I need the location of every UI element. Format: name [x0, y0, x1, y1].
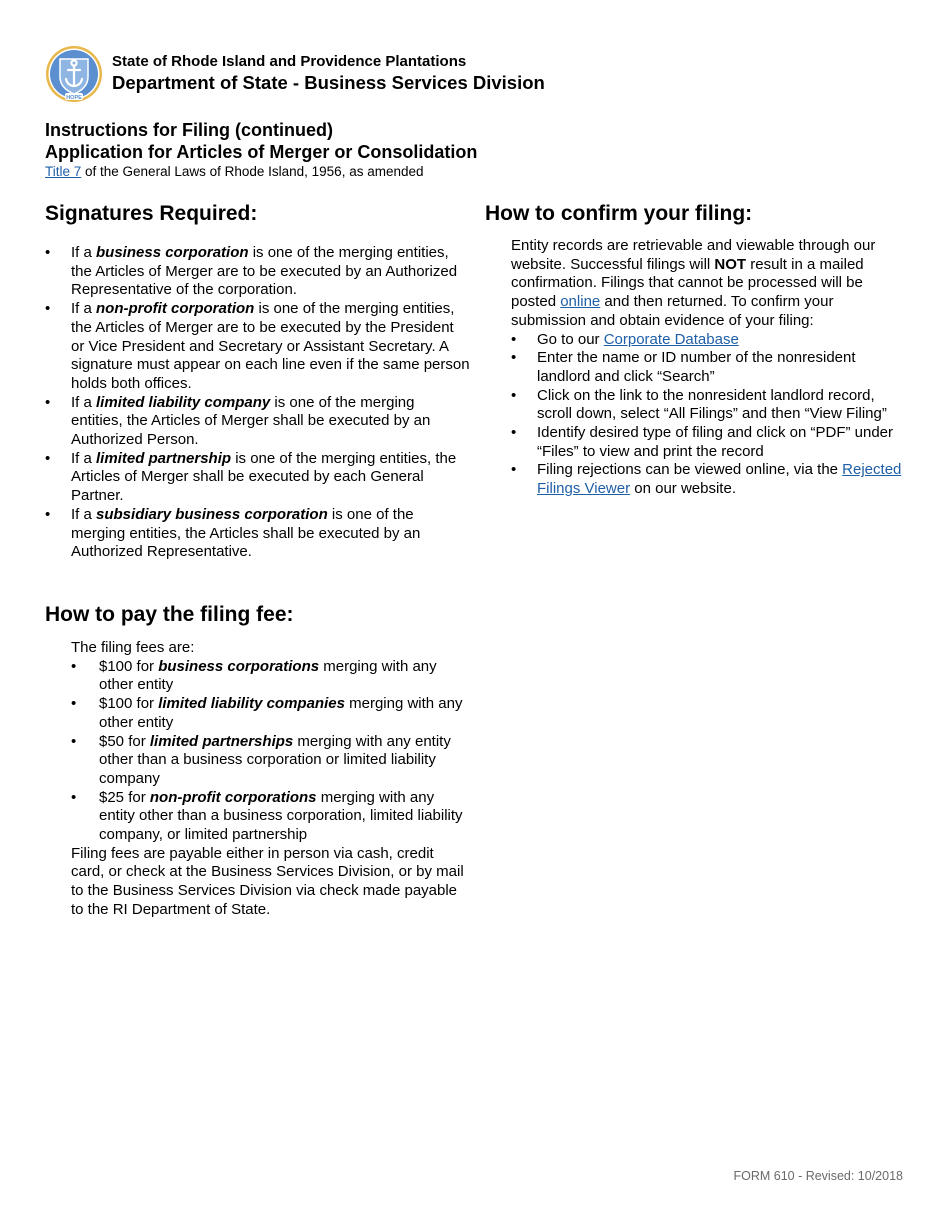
- law-reference: [45, 164, 424, 179]
- form-revision: FORM 610 - Revised: 10/2018: [733, 1169, 903, 1183]
- fees-closing: Filing fees are payable either in person via cash, credit card, or check at the Business Services Division, or by mail to the Business Services Division via check made payable to the RI Department of State.: [71, 844, 464, 918]
- confirm-steps-list: [511, 331, 906, 499]
- list-item: • $25 for non-profit corporations merging with any entity other than a business corporation, limited liability company, or limited partnership: [71, 789, 471, 845]
- confirm-block: [511, 237, 906, 499]
- signatures-list: [45, 244, 470, 562]
- confirm-paragraph: Entity records are retrievable and viewable through our website. Successful filings will NOT result in a mailed confirmation. Filings that cannot be processed will be posted online and then returned. To confirm your submission and obtain evidence of your filing:: [511, 237, 876, 329]
- seal-text: HOPE: [66, 95, 82, 101]
- law-reference-text: of the General Laws of Rhode Island, 1956, as amended: [81, 164, 424, 179]
- list-item: • If a limited liability company is one of the merging entities, the Articles of Merger shall be executed by an Authorized Person.: [45, 394, 470, 450]
- fees-block: [71, 639, 471, 920]
- list-item: • If a limited partnership is one of the merging entities, the Articles of Merger shall be executed by each General Partner.: [45, 450, 470, 506]
- list-item: • Filing rejections can be viewed online, via the Rejected Filings Viewer on our website.: [511, 461, 906, 498]
- fees-intro: The filing fees are:: [71, 639, 195, 656]
- title-7-link[interactable]: Title 7: [45, 164, 82, 179]
- list-item: • Enter the name or ID number of the nonresident landlord and click “Search”: [511, 349, 906, 386]
- org-line-1: State of Rhode Island and Providence Plantations: [112, 53, 467, 70]
- list-item: • $100 for limited liability companies merging with any other entity: [71, 695, 471, 732]
- list-item: • Go to our Corporate Database: [511, 331, 906, 350]
- list-item: • If a subsidiary business corporation is one of the merging entities, the Articles shall be executed by an Authorized Representative.: [45, 506, 470, 562]
- list-item: • Identify desired type of filing and click on “PDF” under “Files” to view and print the record: [511, 424, 906, 461]
- online-link[interactable]: online: [560, 293, 601, 311]
- rejected-filings-viewer-link[interactable]: Rejected Filings Viewer: [537, 461, 902, 498]
- org-line-2: Department of State - Business Services Division: [112, 72, 545, 93]
- fees-heading: How to pay the filing fee:: [45, 603, 294, 626]
- confirm-heading: How to confirm your filing:: [485, 202, 753, 225]
- list-item: • Click on the link to the nonresident landlord record, scroll down, select “All Filings” and then “View Filing”: [511, 387, 906, 424]
- rhode-island-seal-logo: [45, 45, 103, 103]
- signatures-heading: Signatures Required:: [45, 202, 258, 225]
- list-item: • If a business corporation is one of the merging entities, the Articles of Merger are to be executed by an Authorized Representative of the corporation.: [45, 244, 470, 300]
- corporate-database-link[interactable]: Corporate Database: [603, 330, 739, 348]
- list-item: • $50 for limited partnerships merging with any entity other than a business corporation or limited liability company: [71, 733, 471, 789]
- list-item: • $100 for business corporations merging with any other entity: [71, 658, 471, 695]
- application-title: Application for Articles of Merger or Consolidation: [45, 142, 478, 162]
- list-item: • If a non-profit corporation is one of the merging entities, the Articles of Merger are to be executed by the President or Vice President and Secretary or Assistant Secretary. A signature must appear on each line even if the same person holds both offices.: [45, 300, 470, 394]
- instructions-title: Instructions for Filing (continued): [45, 120, 333, 140]
- fees-list: [71, 658, 471, 845]
